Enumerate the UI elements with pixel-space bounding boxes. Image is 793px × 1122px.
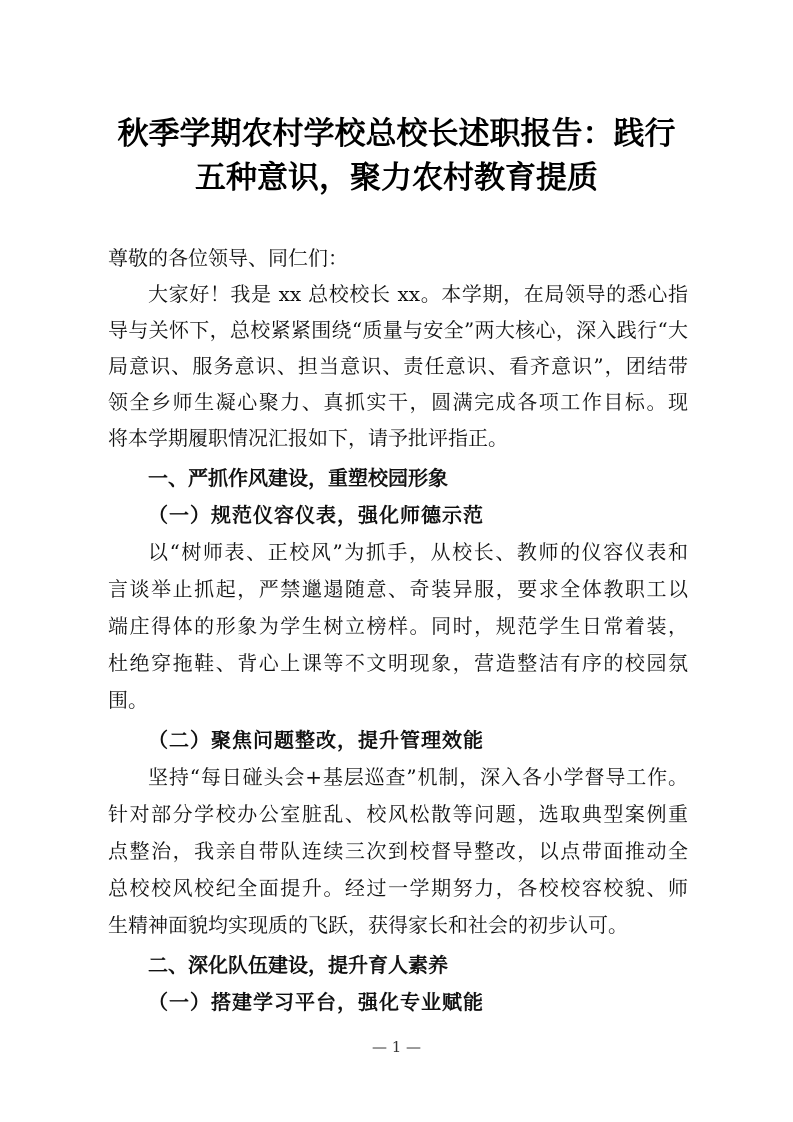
page-number: — 1 —: [371, 1038, 422, 1056]
paragraph-line: 端庄得体的形象为学生树立榜样。同时，规范学生日常着装，: [108, 614, 688, 638]
paragraph-line: 点整治，我亲自带队连续三次到校督导整改，以点带面推动全: [108, 839, 688, 863]
intro-line: 将本学期履职情况汇报如下，请予批评指正。: [108, 426, 508, 450]
section-1-sub-2-heading: （二）聚焦问题整改，提升管理效能: [148, 728, 484, 752]
paragraph-line: 以“树师表、正校风”为抓手，从校长、教师的仪容仪表和: [148, 540, 688, 564]
paragraph-line: 杜绝穿拖鞋、背心上课等不文明现象，营造整洁有序的校园氛: [108, 651, 688, 675]
intro-line: 大家好！我是 xx 总校校长 xx。本学期，在局领导的悉心指: [148, 282, 688, 306]
paragraph-line: 围。: [108, 688, 148, 712]
document-title-line-2: 五种意识，聚力农村教育提质: [195, 160, 598, 196]
paragraph-line: 生精神面貌均实现质的飞跃，获得家长和社会的初步认可。: [108, 913, 628, 937]
section-2-sub-1-heading: （一）搭建学习平台，强化专业赋能: [148, 990, 484, 1014]
paragraph-line: 言谈举止抓起，严禁邋遢随意、奇装异服，要求全体教职工以: [108, 577, 688, 601]
salutation: 尊敬的各位领导、同仁们：: [108, 246, 348, 270]
paragraph-line: 总校校风校纪全面提升。经过一学期努力，各校校容校貌、师: [108, 876, 688, 900]
paragraph-line: 针对部分学校办公室脏乱、校风松散等问题，选取典型案例重: [108, 802, 688, 826]
section-1-heading: 一、严抓作风建设，重塑校园形象: [148, 466, 448, 490]
intro-line: 导与关怀下，总校紧紧围绕“质量与安全”两大核心，深入践行“大: [108, 318, 688, 342]
paragraph-line: 坚持“每日碰头会+基层巡查”机制，深入各小学督导工作。: [148, 765, 688, 789]
intro-line: 领全乡师生凝心聚力、真抓实干，圆满完成各项工作目标。现: [108, 390, 688, 414]
section-1-sub-1-heading: （一）规范仪容仪表，强化师德示范: [148, 503, 484, 527]
section-2-heading: 二、深化队伍建设，提升育人素养: [148, 953, 448, 977]
intro-line: 局意识、服务意识、担当意识、责任意识、看齐意识”，团结带: [108, 354, 688, 378]
document-title-line-1: 秋季学期农村学校总校长述职报告：践行: [117, 116, 676, 152]
